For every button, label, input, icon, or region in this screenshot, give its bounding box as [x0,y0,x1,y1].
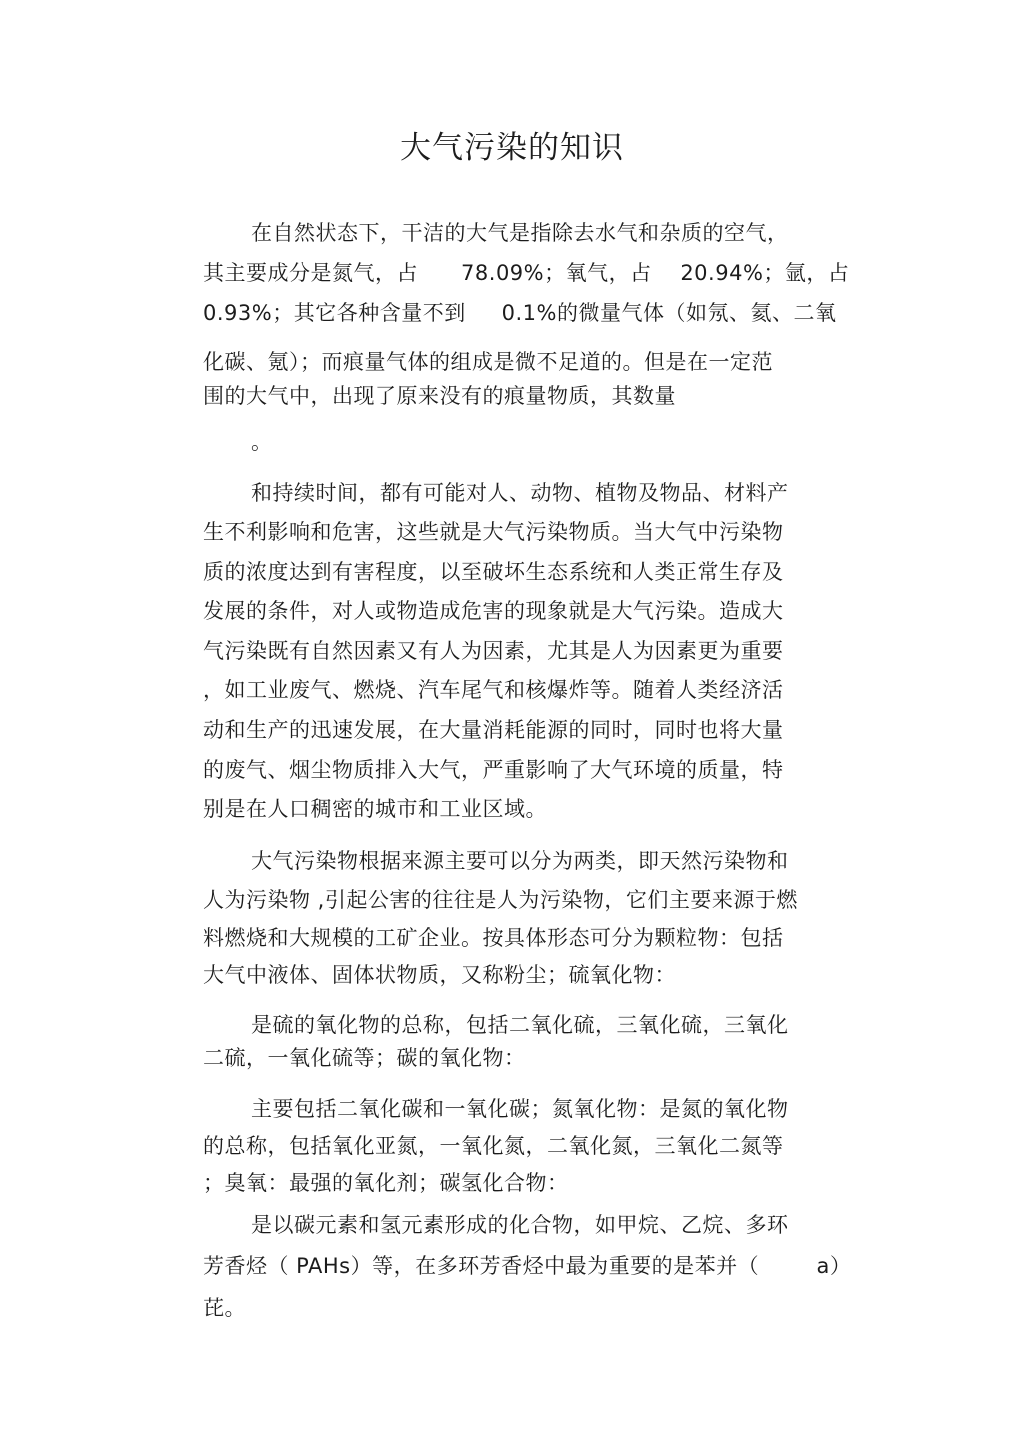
text-line: 围的大气中，出现了原来没有的痕量物质，其数量 [203,384,676,408]
text-line: 大气中液体、固体状物质，又称粉尘；硫氧化物： [203,963,676,987]
text-line: 化碳、氪）；而痕量气体的组成是微不足道的。但是在一定范 [203,350,773,374]
text-line: 别是在人口稠密的城市和工业区域。 [203,797,547,821]
text-line: 的总称，包括氧化亚氮，一氧化氮，二氧化氮，三氧化二氮等 [203,1134,784,1158]
text-line: ；臭氧：最强的氧化剂；碳氢化合物： [203,1171,569,1195]
text-line: 料燃烧和大规模的工矿企业。按具体形态可分为颗粒物：包括 [203,926,784,950]
text-line: 质的浓度达到有害程度，以至破坏生态系统和人类正常生存及 [203,560,784,584]
text-line: 动和生产的迅速发展，在大量消耗能源的同时，同时也将大量 [203,718,784,742]
text-line: 二硫，一氧化硫等；碳的氧化物： [203,1046,526,1070]
text-line: 大气污染物根据来源主要可以分为两类，即天然污染物和 [251,849,789,873]
text-line: 。 [251,430,273,454]
document-title: 大气污染的知识 [400,130,624,166]
text-line: 生不利影响和危害，这些就是大气污染物质。当大气中污染物 [203,520,784,544]
text-line: 的废气、烟尘物质排入大气，严重影响了大气环境的质量，特 [203,758,784,782]
text-line: 是硫的氧化物的总称，包括二氧化硫，三氧化硫，三氧化 [251,1013,789,1037]
text-line: 发展的条件，对人或物造成危害的现象就是大气污染。造成大 [203,599,784,623]
text-line: 0.93%；其它各种含量不到 0.1%的微量气体（如氖、氦、二氧 [203,301,837,325]
text-line: 芳香烃（ PAHs）等，在多环芳香烃中最为重要的是苯并（ a） [203,1254,852,1278]
text-line: 在自然状态下，干洁的大气是指除去水气和杂质的空气， [251,221,789,245]
text-line: 主要包括二氧化碳和一氧化碳；氮氧化物：是氮的氧化物 [251,1097,789,1121]
text-line: 人为污染物 ,引起公害的往往是人为污染物，它们主要来源于燃 [203,888,798,912]
text-line: 芘。 [203,1296,246,1320]
text-line: 是以碳元素和氢元素形成的化合物，如甲烷、乙烷、多环 [251,1213,789,1237]
text-line: 和持续时间，都有可能对人、动物、植物及物品、材料产 [251,481,789,505]
text-line: 其主要成分是氮气，占 78.09%；氧气，占 20.94%；氩，占 [203,261,850,285]
text-line: 气污染既有自然因素又有人为因素，尤其是人为因素更为重要 [203,639,784,663]
text-line: ，如工业废气、燃烧、汽车尾气和核爆炸等。随着人类经济活 [203,678,784,702]
